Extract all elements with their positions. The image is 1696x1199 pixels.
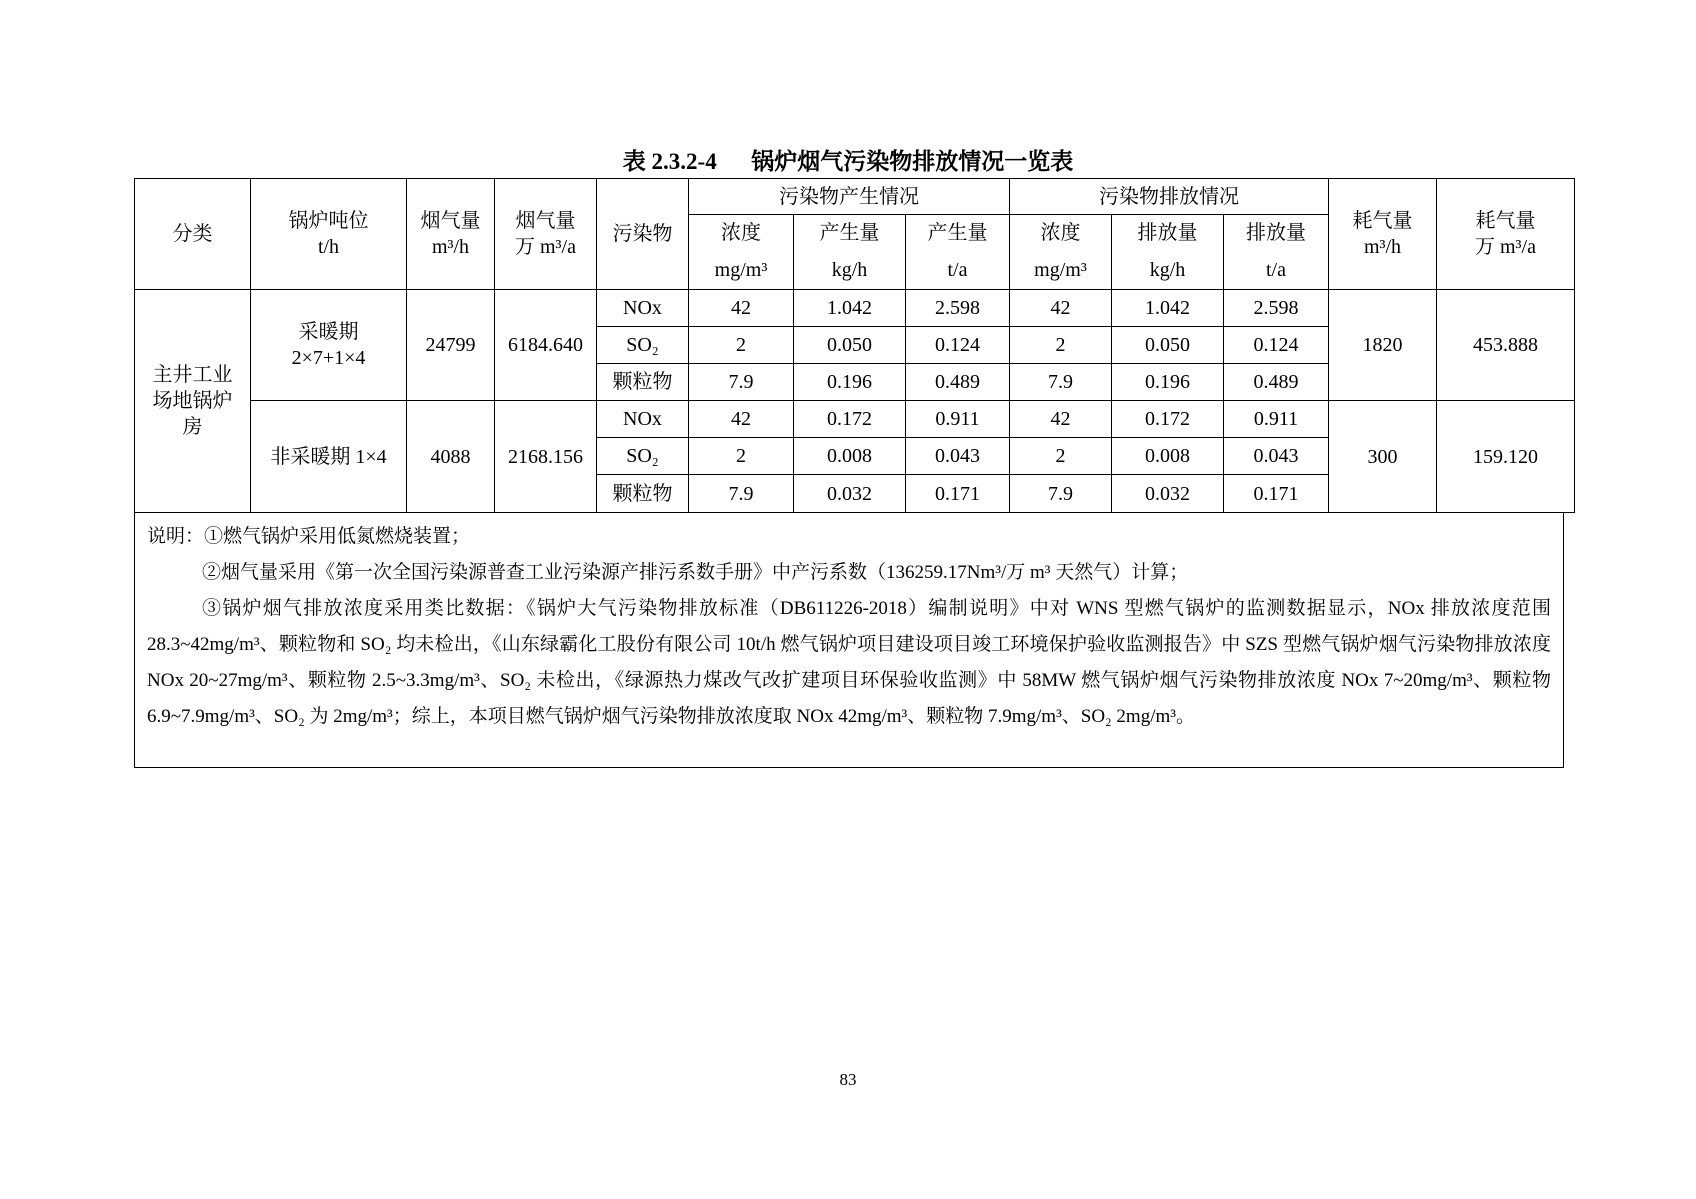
value-cell: 2 (689, 438, 794, 475)
header-flue-hourly (407, 179, 495, 290)
non-heating-gas-annual: 159.120 (1437, 401, 1575, 513)
heating-gas-annual: 453.888 (1437, 290, 1575, 401)
pollutant-cell: NOx (597, 290, 689, 327)
header-emis-kgh-unit: kg/h (1112, 251, 1224, 290)
value-cell: 0.043 (1224, 438, 1329, 475)
value-cell: 42 (689, 401, 794, 438)
header-flue-hourly-label: 烟气量 (420, 210, 481, 232)
value-cell: 0.124 (1224, 327, 1329, 364)
header-flue-annual-label: 烟气量 (515, 210, 576, 232)
header-emission: 污染物排放情况 (1010, 179, 1329, 215)
value-cell: 0.050 (794, 327, 906, 364)
value-cell: 0.911 (1224, 401, 1329, 438)
value-cell: 2 (1010, 438, 1112, 475)
value-cell: 0.911 (906, 401, 1010, 438)
header-gas-hourly-label: 耗气量 (1352, 210, 1413, 232)
header-tonnage-label: 锅炉吨位 (288, 210, 369, 232)
category-line: 主井工业 (152, 364, 233, 386)
value-cell: 0.032 (1112, 475, 1224, 513)
header-production: 污染物产生情况 (689, 179, 1010, 215)
table-row (135, 290, 1575, 327)
table-title: 表 2.3.2-4 锅炉烟气污染物排放情况一览表 (622, 149, 1074, 174)
non-heating-period-cell: 非采暖期 1×4 (251, 401, 407, 513)
value-cell: 0.008 (794, 438, 906, 475)
value-cell: 0.196 (794, 364, 906, 401)
header-emis-ta: 排放量 (1224, 215, 1329, 251)
value-cell: 7.9 (1010, 364, 1112, 401)
value-cell: 0.008 (1112, 438, 1224, 475)
note-2: ②烟气量采用《第一次全国污染源普查工业污染源产排污系数手册》中产污系数（136259.17Nm³/万 m³ 天然气）计算； (202, 562, 1189, 583)
value-cell: 0.032 (794, 475, 906, 513)
page-number: 83 (839, 1070, 857, 1089)
value-cell: 0.489 (906, 364, 1010, 401)
category-line: 房 (182, 416, 203, 438)
header-tonnage-unit: t/h (317, 236, 340, 258)
value-cell: 1.042 (794, 290, 906, 327)
header-gas-hourly-unit: m³/h (1363, 236, 1402, 258)
pollutant-cell: SO₂ (597, 327, 689, 364)
value-cell: 42 (1010, 401, 1112, 438)
heating-period-cell (251, 290, 407, 401)
pollutant-cell: NOx (597, 401, 689, 438)
non-heating-flue-annual: 2168.156 (495, 401, 597, 513)
header-gas-hourly (1329, 179, 1437, 290)
header-emis-ta-unit: t/a (1224, 251, 1329, 290)
header-flue-annual (495, 179, 597, 290)
header-prod-ta: 产生量 (906, 215, 1010, 251)
header-flue-annual-unit: 万 m³/a (515, 236, 576, 258)
heating-period-config: 2×7+1×4 (291, 347, 366, 369)
category-line: 场地锅炉 (152, 390, 233, 412)
heating-gas-hourly: 1820 (1329, 290, 1437, 401)
header-row-1 (135, 179, 1575, 215)
value-cell: 42 (689, 290, 794, 327)
emission-table (134, 178, 1575, 513)
note-3: ③锅炉烟气排放浓度采用类比数据：《锅炉大气污染物排放标准（DB611226-2018）编制说明》中对 WNS 型燃气锅炉的监测数据显示，NOx 排放浓度范围 28.3~42mg/m³、颗粒物和 SO₂ 均未检出，《山东绿霸化工股份有限公司 10t/h 燃气锅炉项目建设项目竣工环境保护验收监测报告》中 SZS 型燃气锅炉烟气污染物排放浓度 NOx 20~27mg/m³、颗粒物 2.5~3.3mg/m³、SO₂ 未检出，《绿源热力煤改气改扩建项目环保验收监测》中 58MW 燃气锅炉烟气污染物排放浓度 NOx 7~20mg/m³、颗粒物 6.9~7.9mg/m³、SO₂ 为 2mg/m³；综上，本项目燃气锅炉烟气污染物排放浓度取 NOx 42mg/m³、颗粒物 7.9mg/m³、SO₂ 2mg/m³。 (147, 598, 1551, 727)
header-emis-conc: 浓度 (1010, 215, 1112, 251)
value-cell: 0.172 (1112, 401, 1224, 438)
heating-period-label: 采暖期 (298, 321, 359, 343)
value-cell: 2 (1010, 327, 1112, 364)
non-heating-gas-hourly: 300 (1329, 401, 1437, 513)
heating-flue-hourly: 24799 (407, 290, 495, 401)
category-cell (135, 290, 251, 513)
pollutant-cell: 颗粒物 (597, 364, 689, 401)
header-pollutant: 污染物 (597, 179, 689, 290)
table-row (135, 401, 1575, 438)
value-cell: 0.172 (794, 401, 906, 438)
header-prod-conc-unit: mg/m³ (689, 251, 794, 290)
value-cell: 2.598 (1224, 290, 1329, 327)
header-emis-kgh: 排放量 (1112, 215, 1224, 251)
pollutant-cell: 颗粒物 (597, 475, 689, 513)
value-cell: 0.043 (906, 438, 1010, 475)
value-cell: 1.042 (1112, 290, 1224, 327)
value-cell: 0.124 (906, 327, 1010, 364)
value-cell: 7.9 (1010, 475, 1112, 513)
value-cell: 0.171 (906, 475, 1010, 513)
notes-block (134, 513, 1564, 768)
header-gas-annual-label: 耗气量 (1475, 210, 1536, 232)
value-cell: 0.489 (1224, 364, 1329, 401)
value-cell: 42 (1010, 290, 1112, 327)
note-1: 说明：①燃气锅炉采用低氮燃烧装置； (147, 526, 471, 547)
value-cell: 7.9 (689, 364, 794, 401)
header-tonnage (251, 179, 407, 290)
header-prod-ta-unit: t/a (906, 251, 1010, 290)
header-gas-annual (1437, 179, 1575, 290)
non-heating-flue-hourly: 4088 (407, 401, 495, 513)
header-prod-kgh-unit: kg/h (794, 251, 906, 290)
pollutant-cell: SO₂ (597, 438, 689, 475)
value-cell: 7.9 (689, 475, 794, 513)
value-cell: 2 (689, 327, 794, 364)
value-cell: 0.050 (1112, 327, 1224, 364)
value-cell: 0.196 (1112, 364, 1224, 401)
value-cell: 0.171 (1224, 475, 1329, 513)
header-category: 分类 (135, 179, 251, 290)
header-emis-conc-unit: mg/m³ (1010, 251, 1112, 290)
header-prod-kgh: 产生量 (794, 215, 906, 251)
header-prod-conc: 浓度 (689, 215, 794, 251)
heating-flue-annual: 6184.640 (495, 290, 597, 401)
value-cell: 2.598 (906, 290, 1010, 327)
header-gas-annual-unit: 万 m³/a (1475, 236, 1536, 258)
header-flue-hourly-unit: m³/h (431, 236, 470, 258)
